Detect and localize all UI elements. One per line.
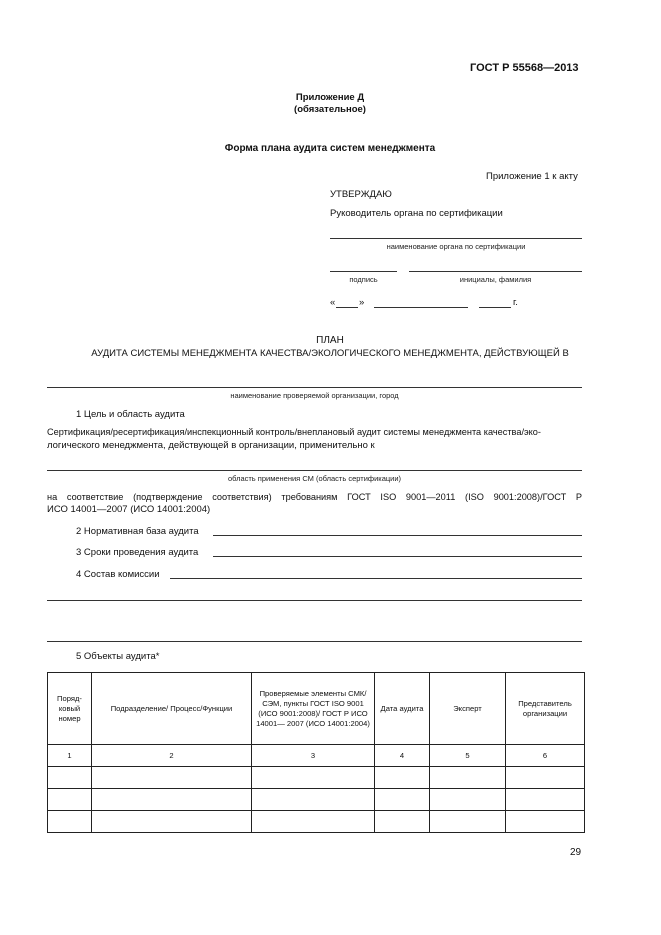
plan-subtitle: АУДИТА СИСТЕМЫ МЕНЕДЖМЕНТА КАЧЕСТВА/ЭКОЛОГИЧЕСКОГО МЕНЕДЖМЕНТА, ДЕЙСТВУЮЩЕЙ В: [91, 348, 569, 359]
page-number: 29: [570, 847, 582, 858]
section-3-line: [213, 556, 582, 557]
section-1-text-line2: логического менеджмента, действующей в организации, применительно к: [47, 440, 375, 451]
table-cell: [430, 789, 506, 811]
table-row: [48, 767, 585, 789]
table-cell: [430, 767, 506, 789]
commission-line-3: [47, 641, 582, 642]
signature-line: [330, 271, 397, 272]
plan-org-caption: наименование проверяемой организации, город: [230, 391, 399, 400]
column-number: 1: [48, 745, 92, 767]
table-cell: [92, 811, 252, 833]
org-name-line: [330, 238, 582, 239]
table-cell: [430, 811, 506, 833]
name-caption: инициалы, фамилия: [459, 275, 532, 284]
header-cell: Проверяемые элементы СМК/СЭМ, пункты ГОСТ ISO 9001 (ИСО 9001:2008)/ ГОСТ Р ИСО 14001— 2007 (ИСО 14001:2004): [252, 673, 375, 745]
section-4-title: 4 Состав комиссии: [76, 569, 160, 580]
table-cell: [375, 767, 430, 789]
signature-caption: подпись: [349, 275, 378, 284]
year-suffix: г.: [513, 297, 518, 308]
header-cell: Подразделение/ Процесс/Функции: [92, 673, 252, 745]
column-number: 2: [92, 745, 252, 767]
org-name-caption: наименование органа по сертификации: [386, 242, 526, 251]
section-2-title: 2 Нормативная база аудита: [76, 526, 199, 537]
audit-objects-table: [47, 672, 585, 833]
table-cell: [48, 767, 92, 789]
column-number: 5: [430, 745, 506, 767]
header-cell: Поряд-ковый номер: [48, 673, 92, 745]
table-cell: [375, 811, 430, 833]
table-number-row: [48, 745, 585, 767]
section-1-text-line1: Сертификация/ресертификация/инспекционный контроль/внеплановый аудит системы менеджмента качества/эко-: [47, 427, 541, 437]
date-quote-close: »: [359, 297, 365, 308]
table-cell: [506, 789, 585, 811]
standard-code: ГОСТ Р 55568—2013: [470, 62, 579, 74]
head-label: Руководитель органа по сертификации: [330, 208, 503, 219]
date-day-line: [336, 307, 358, 308]
table-row: [48, 789, 585, 811]
date-month-line: [374, 307, 468, 308]
conformity-line1: на соответствие (подтверждение соответствия) требованиям ГОСТ ISO 9001—2011 (ISO 9001:2008)/ГОСТ Р: [47, 492, 582, 502]
table-cell: [252, 811, 375, 833]
table-cell: [92, 789, 252, 811]
column-number: 6: [506, 745, 585, 767]
section-2-line: [213, 535, 582, 536]
section-4-line: [170, 578, 582, 579]
plan-title: ПЛАН: [316, 335, 344, 346]
header-cell: Представитель организации: [506, 673, 585, 745]
section-3-title: 3 Сроки проведения аудита: [76, 547, 199, 558]
table-cell: [48, 811, 92, 833]
table-cell: [252, 789, 375, 811]
table-cell: [252, 767, 375, 789]
commission-line-2: [47, 600, 582, 601]
table-cell: [506, 767, 585, 789]
table-cell: [48, 789, 92, 811]
scope-line: [47, 470, 582, 471]
annex-title: Приложение Д: [295, 92, 365, 103]
conformity-line2: ИСО 14001—2007 (ИСО 14001:2004): [47, 504, 211, 515]
form-title: Форма плана аудита систем менеджмента: [224, 143, 436, 154]
header-cell: Дата аудита: [375, 673, 430, 745]
table-cell: [92, 767, 252, 789]
table-cell: [375, 789, 430, 811]
header-cell: Эксперт: [430, 673, 506, 745]
scope-caption: область применения СМ (область сертификации): [227, 474, 402, 483]
section-1-title: 1 Цель и область аудита: [76, 409, 185, 420]
section-5-title: 5 Объекты аудита*: [76, 651, 160, 662]
table-row: [48, 811, 585, 833]
column-number: 3: [252, 745, 375, 767]
annex-status: (обязательное): [294, 104, 366, 115]
approve-label: УТВЕРЖДАЮ: [330, 189, 392, 200]
table-header-row: [48, 673, 585, 745]
appendix-reference: Приложение 1 к акту: [486, 171, 578, 182]
org-line: [47, 387, 582, 388]
column-number: 4: [375, 745, 430, 767]
table-cell: [506, 811, 585, 833]
name-line: [409, 271, 582, 272]
date-quote-open: «: [330, 297, 336, 308]
date-year-line: [479, 307, 511, 308]
